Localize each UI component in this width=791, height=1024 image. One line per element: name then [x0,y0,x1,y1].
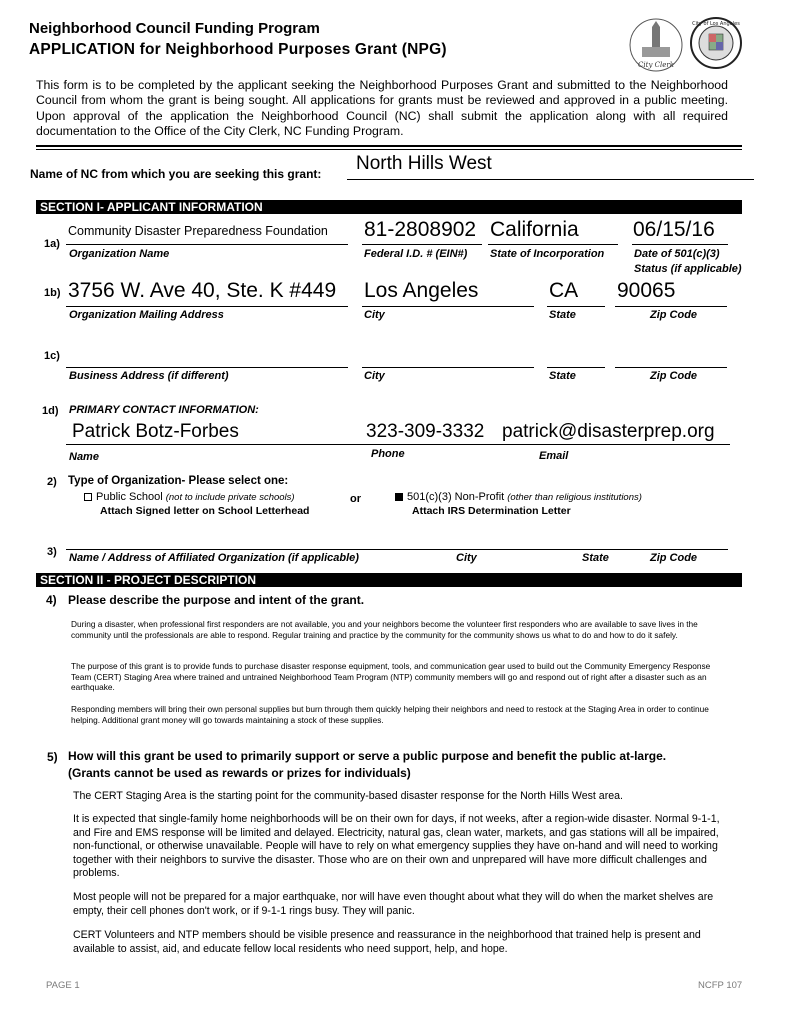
q5-question-note: (Grants cannot be used as rewards or prizes for individuals) [68,766,411,780]
row-number: 1c) [44,350,60,362]
q4-question: Please describe the purpose and intent of the grant. [68,593,365,607]
date-501c3-field[interactable]: 06/15/16 [633,218,715,241]
primary-contact-heading: PRIMARY CONTACT INFORMATION: [69,404,259,416]
city-label: City [364,309,385,321]
zip-field[interactable]: 90065 [617,279,676,302]
q5-paragraph-3: Most people will not be prepared for a major earthquake, nor will have even thought about what they will do when the market shelves are empty, their cell phones don't work, or if 9-1-1 rings busy. They will panic. [73,891,714,917]
affiliated-org-field[interactable] [66,549,728,550]
public-school-checkbox[interactable] [84,493,92,501]
city-field[interactable]: Los Angeles [364,279,479,302]
row-number: 1a) [44,238,60,250]
svg-text:City of Los Angeles: City of Los Angeles [692,21,740,27]
form-number: NCFP 107 [698,980,743,991]
contact-phone-field[interactable]: 323-309-3332 [366,421,485,442]
zip-label: Zip Code [650,370,698,382]
business-city-field[interactable] [362,367,534,368]
form-title: APPLICATION for Neighborhood Purposes Grant (NPG) [29,41,447,58]
q4-paragraph-1: During a disaster, when professional first responders are not available, you and your neighbors become the volunteer first responders who are available to save lives in the community until the professionals are able to respond. Regular training and practice by the community for the community shows us what to do and how to do it safely. [71,619,698,640]
state-label: State [582,552,609,564]
nonprofit-checkbox[interactable] [395,493,403,501]
divider [36,145,742,147]
nc-label: Name of NC from which you are seeking this grant: [30,167,322,181]
q5-question: How will this grant be used to primarily support or serve a public purpose and benefit the public at-large. [68,749,667,763]
row-number: 2) [47,476,57,488]
section-1-header: SECTION I- APPLICANT INFORMATION [36,200,742,214]
city-label: City [364,370,385,382]
org-name-field[interactable]: Community Disaster Preparedness Foundation [68,224,328,238]
contact-email-label: Email [539,450,569,462]
q5-number: 5) [47,750,58,764]
program-name: Neighborhood Council Funding Program [29,20,320,37]
q4-paragraph-3: Responding members will bring their own personal supplies but burn through them quickly helping their neighbors and need to restock at the Staging Area in order to continue helping. Additional grant money will go towards maintaining a stock of these supplies. [71,704,709,725]
q5-paragraph-1: The CERT Staging Area is the starting point for the community-based disaster response for the North Hills West area. [73,790,623,802]
state-label: State [549,309,576,321]
org-type-question: Type of Organization- Please select one: [68,475,289,487]
business-address-label: Business Address (if different) [69,370,229,382]
divider [36,149,742,150]
state-incorporation-field[interactable]: California [490,218,579,241]
svg-text:City Clerk: City Clerk [638,61,674,69]
state-label: State [549,370,576,382]
q4-number: 4) [46,593,57,607]
nonprofit-option[interactable]: 501(c)(3) Non-Profit (other than religious institutions) [395,491,642,503]
public-school-option[interactable]: Public School (not to include private schools) [84,491,295,503]
date-501c3-label-2: Status (if applicable) [634,263,742,275]
contact-name-field[interactable]: Patrick Botz-Forbes [72,421,239,442]
row-number: 3) [47,546,57,558]
state-field[interactable]: CA [549,279,579,302]
business-state-field[interactable] [547,367,605,368]
mailing-address-field[interactable]: 3756 W. Ave 40, Ste. K #449 [68,279,337,302]
public-school-attach-note: Attach Signed letter on School Letterhead [100,505,310,517]
q4-paragraph-2: The purpose of this grant is to provide funds to purchase disaster response equipment, tools, and communication gear used to build out the Community Emergency Response Team (CERT) Staging Area where trained and untrained Neighborhood Team Program (NTP) community members will go and respond out of right after a disaster such as an earthquake. [71,661,711,692]
page-number: PAGE 1 [46,980,80,991]
mailing-address-label: Organization Mailing Address [69,309,224,321]
row-number: 1b) [44,287,61,299]
nonprofit-attach-note: Attach IRS Determination Letter [412,505,571,517]
state-incorporation-label: State of Incorporation [490,248,605,260]
business-address-field[interactable] [66,367,348,368]
zip-label: Zip Code [650,309,698,321]
date-501c3-label: Date of 501(c)(3) [634,248,720,260]
q5-paragraph-4: CERT Volunteers and NTP members should be visible presence and reassurance in the neighborhood that trained help is present and available to assist, aid, and educate fellow local residents who need support, help, and hope. [73,929,701,955]
or-text: or [350,493,361,505]
q5-paragraph-2: It is expected that single-family home neighborhoods will be on their own for days, if not weeks, after a region-wide disaster. Normal 9-1-1, and Fire and EMS response will be limited and delayed. Electricity, natural gas, clean water, markets, and gas stations will all be impaired, non-functional, or otherwise unavailable. People will have to rely on what emergency supplies they have on-hand and will need to working together with their neighbors to survive the disaster. Those who are on their own and unprepared will have more difficult challenges and problems. [73,813,720,880]
row-number: 1d) [42,405,59,417]
contact-name-label: Name [69,451,99,463]
city-seal [690,17,742,69]
city-clerk-seal [628,17,684,73]
intro-paragraph: This form is to be completed by the applicant seeking the Neighborhood Purposes Grant and submitted to the Neighborhood Council from whom the grant is being sought. All applications for grants must be reviewed and approved in a public meeting. Upon approval of the application the Neighborhood Council (NC) shall submit the application along with all required documentation to the Office of the City Clerk, NC Funding Program. [36,78,728,139]
business-zip-field[interactable] [615,367,727,368]
city-label: City [456,552,477,564]
contact-email-field[interactable]: patrick@disasterprep.org [502,421,715,442]
contact-phone-label: Phone [371,448,405,460]
affiliated-org-label: Name / Address of Affiliated Organization (if applicable) [69,552,359,564]
zip-label: Zip Code [650,552,698,564]
section-2-header: SECTION II - PROJECT DESCRIPTION [36,573,742,587]
org-name-label: Organization Name [69,248,170,260]
ein-label: Federal I.D. # (EIN#) [364,248,468,260]
ein-field[interactable]: 81-2808902 [364,218,477,241]
nc-name-field[interactable]: North Hills West [356,153,492,174]
